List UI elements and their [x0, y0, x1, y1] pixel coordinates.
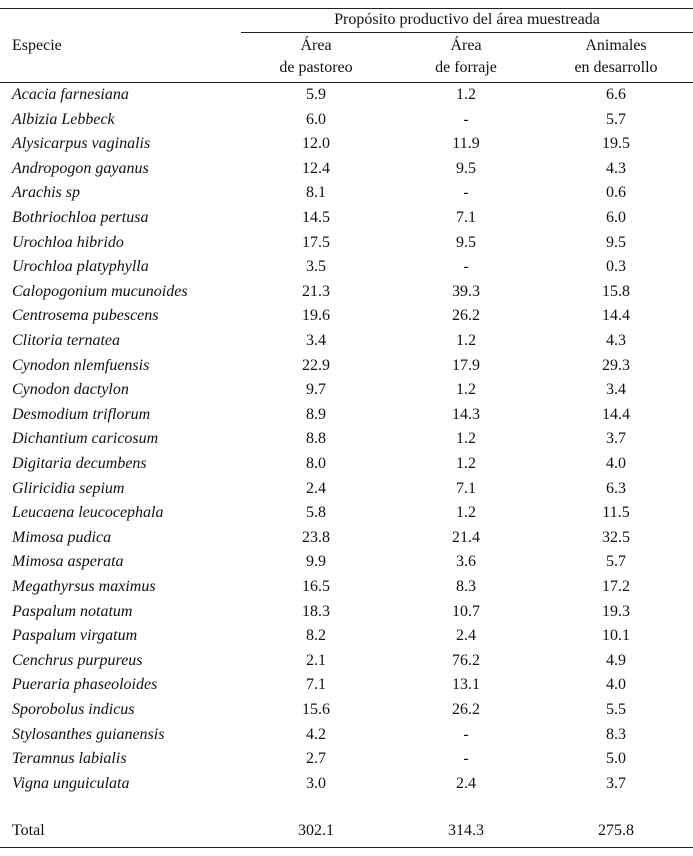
- species-name: Vigna unguiculata: [12, 775, 130, 792]
- value-desarrollo: 6.3: [606, 480, 626, 497]
- value-desarrollo: 17.2: [602, 578, 630, 595]
- value-forraje: 9.5: [456, 160, 476, 177]
- value-desarrollo: 0.6: [606, 184, 626, 201]
- value-pastoreo: 2.7: [306, 750, 326, 767]
- value-pastoreo: 3.5: [306, 258, 326, 275]
- species-name: Mimosa asperata: [12, 553, 124, 570]
- value-forraje: 3.6: [456, 553, 476, 570]
- value-desarrollo: 4.0: [606, 455, 626, 472]
- species-name: Acacia farnesiana: [12, 86, 129, 103]
- value-forraje: 7.1: [456, 209, 476, 226]
- value-desarrollo: 4.3: [606, 332, 626, 349]
- value-pastoreo: 23.8: [302, 529, 330, 546]
- species-name: Teramnus labialis: [12, 750, 127, 767]
- value-forraje: 1.2: [456, 381, 476, 398]
- top-rule: [0, 8, 693, 9]
- value-desarrollo: 8.3: [606, 726, 626, 743]
- value-desarrollo: 4.3: [606, 160, 626, 177]
- value-desarrollo: 5.0: [606, 750, 626, 767]
- value-desarrollo: 11.5: [602, 504, 630, 521]
- value-desarrollo: 29.3: [602, 357, 630, 374]
- value-pastoreo: 8.9: [306, 406, 326, 423]
- species-name: Bothriochloa pertusa: [12, 209, 149, 226]
- value-pastoreo: 8.0: [306, 455, 326, 472]
- value-pastoreo: 4.2: [306, 726, 326, 743]
- species-name: Centrosema pubescens: [12, 307, 159, 324]
- col-forraje-header-line1: Área: [450, 37, 482, 54]
- species-name: Digitaria decumbens: [12, 455, 147, 472]
- value-pastoreo: 8.1: [306, 184, 326, 201]
- value-desarrollo: 19.5: [602, 135, 630, 152]
- total-desarrollo: 275.8: [598, 822, 634, 839]
- value-forraje: 7.1: [456, 480, 476, 497]
- header-bottom-rule: [0, 82, 693, 83]
- value-pastoreo: 8.2: [306, 627, 326, 644]
- value-forraje: 13.1: [452, 676, 480, 693]
- species-name: Albizia Lebbeck: [12, 111, 115, 128]
- species-name: Sporobolus indicus: [12, 701, 135, 718]
- species-name: Calopogonium mucunoides: [12, 283, 188, 300]
- value-desarrollo: 14.4: [602, 307, 630, 324]
- species-name: Leucaena leucocephala: [12, 504, 164, 521]
- value-forraje: -: [463, 726, 469, 743]
- col-desarrollo-header-line1: Animales: [585, 37, 647, 54]
- species-name: Paspalum virgatum: [12, 627, 138, 644]
- value-desarrollo: 5.5: [606, 701, 626, 718]
- value-desarrollo: 4.9: [606, 652, 626, 669]
- species-name: Pueraria phaseoloides: [12, 676, 158, 693]
- value-forraje: 39.3: [452, 283, 480, 300]
- species-name: Urochloa platyphylla: [12, 258, 149, 275]
- value-pastoreo: 8.8: [306, 430, 326, 447]
- value-desarrollo: 6.0: [606, 209, 626, 226]
- value-desarrollo: 5.7: [606, 111, 626, 128]
- col-pastoreo-header-line1: Área: [300, 37, 332, 54]
- value-forraje: 21.4: [452, 529, 480, 546]
- value-pastoreo: 12.4: [302, 160, 330, 177]
- species-name: Mimosa pudica: [12, 529, 112, 546]
- species-name: Megathyrsus maximus: [12, 578, 156, 595]
- value-forraje: 26.2: [452, 701, 480, 718]
- col-desarrollo-header-line2: en desarrollo: [574, 59, 658, 76]
- value-desarrollo: 6.6: [606, 86, 626, 103]
- value-desarrollo: 15.8: [602, 283, 630, 300]
- bottom-rule: [0, 847, 693, 848]
- total-pastoreo: 302.1: [298, 822, 334, 839]
- species-name: Desmodium triflorum: [12, 406, 151, 423]
- value-forraje: 76.2: [452, 652, 480, 669]
- species-name: Alysicarpus vaginalis: [12, 135, 151, 152]
- value-pastoreo: 2.4: [306, 480, 326, 497]
- value-desarrollo: 3.7: [606, 430, 626, 447]
- species-name: Andropogon gayanus: [12, 160, 149, 177]
- value-pastoreo: 15.6: [302, 701, 330, 718]
- group-title: Propósito productivo del área muestreada: [334, 11, 600, 28]
- value-pastoreo: 7.1: [306, 676, 326, 693]
- species-name: Arachis sp: [12, 184, 80, 201]
- value-forraje: 10.7: [452, 603, 480, 620]
- value-forraje: 2.4: [456, 775, 476, 792]
- value-pastoreo: 19.6: [302, 307, 330, 324]
- value-forraje: 1.2: [456, 332, 476, 349]
- value-pastoreo: 2.1: [306, 652, 326, 669]
- value-pastoreo: 9.7: [306, 381, 326, 398]
- value-forraje: 1.2: [456, 504, 476, 521]
- value-desarrollo: 19.3: [602, 603, 630, 620]
- value-pastoreo: 12.0: [302, 135, 330, 152]
- species-name: Gliricidia sepium: [12, 480, 125, 497]
- value-desarrollo: 10.1: [602, 627, 630, 644]
- value-desarrollo: 32.5: [602, 529, 630, 546]
- col-pastoreo-header-line2: de pastoreo: [279, 59, 353, 76]
- value-forraje: 14.3: [452, 406, 480, 423]
- value-forraje: 17.9: [452, 357, 480, 374]
- value-forraje: 8.3: [456, 578, 476, 595]
- total-forraje: 314.3: [448, 822, 484, 839]
- value-pastoreo: 3.0: [306, 775, 326, 792]
- species-name: Stylosanthes guianensis: [12, 726, 165, 743]
- species-column-header: Especie: [12, 37, 62, 54]
- value-forraje: 1.2: [456, 86, 476, 103]
- value-pastoreo: 6.0: [306, 111, 326, 128]
- species-name: Clitoria ternatea: [12, 332, 120, 349]
- value-desarrollo: 0.3: [606, 258, 626, 275]
- value-desarrollo: 4.0: [606, 676, 626, 693]
- value-forraje: -: [463, 750, 469, 767]
- species-name: Dichantium caricosum: [12, 430, 159, 447]
- species-name: Cynodon nlemfuensis: [12, 357, 150, 374]
- species-name: Urochloa hibrido: [12, 234, 124, 251]
- value-forraje: -: [463, 111, 469, 128]
- value-pastoreo: 21.3: [302, 283, 330, 300]
- value-pastoreo: 17.5: [302, 234, 330, 251]
- value-forraje: 9.5: [456, 234, 476, 251]
- species-name: Paspalum notatum: [12, 603, 133, 620]
- species-name: Cynodon dactylon: [12, 381, 129, 398]
- value-pastoreo: 22.9: [302, 357, 330, 374]
- value-desarrollo: 14.4: [602, 406, 630, 423]
- value-pastoreo: 18.3: [302, 603, 330, 620]
- value-pastoreo: 5.8: [306, 504, 326, 521]
- value-pastoreo: 5.9: [306, 86, 326, 103]
- value-pastoreo: 9.9: [306, 553, 326, 570]
- value-pastoreo: 3.4: [306, 332, 326, 349]
- value-pastoreo: 16.5: [302, 578, 330, 595]
- value-forraje: 26.2: [452, 307, 480, 324]
- species-name: Cenchrus purpureus: [12, 652, 143, 669]
- value-pastoreo: 14.5: [302, 209, 330, 226]
- value-desarrollo: 3.7: [606, 775, 626, 792]
- value-forraje: 1.2: [456, 455, 476, 472]
- value-forraje: 1.2: [456, 430, 476, 447]
- value-forraje: 2.4: [456, 627, 476, 644]
- total-label: Total: [12, 822, 45, 839]
- col-forraje-header-line2: de forraje: [435, 59, 497, 76]
- value-desarrollo: 5.7: [606, 553, 626, 570]
- value-desarrollo: 9.5: [606, 234, 626, 251]
- value-forraje: -: [463, 184, 469, 201]
- value-desarrollo: 3.4: [606, 381, 626, 398]
- group-underline: [241, 32, 693, 33]
- value-forraje: 11.9: [452, 135, 480, 152]
- value-forraje: -: [463, 258, 469, 275]
